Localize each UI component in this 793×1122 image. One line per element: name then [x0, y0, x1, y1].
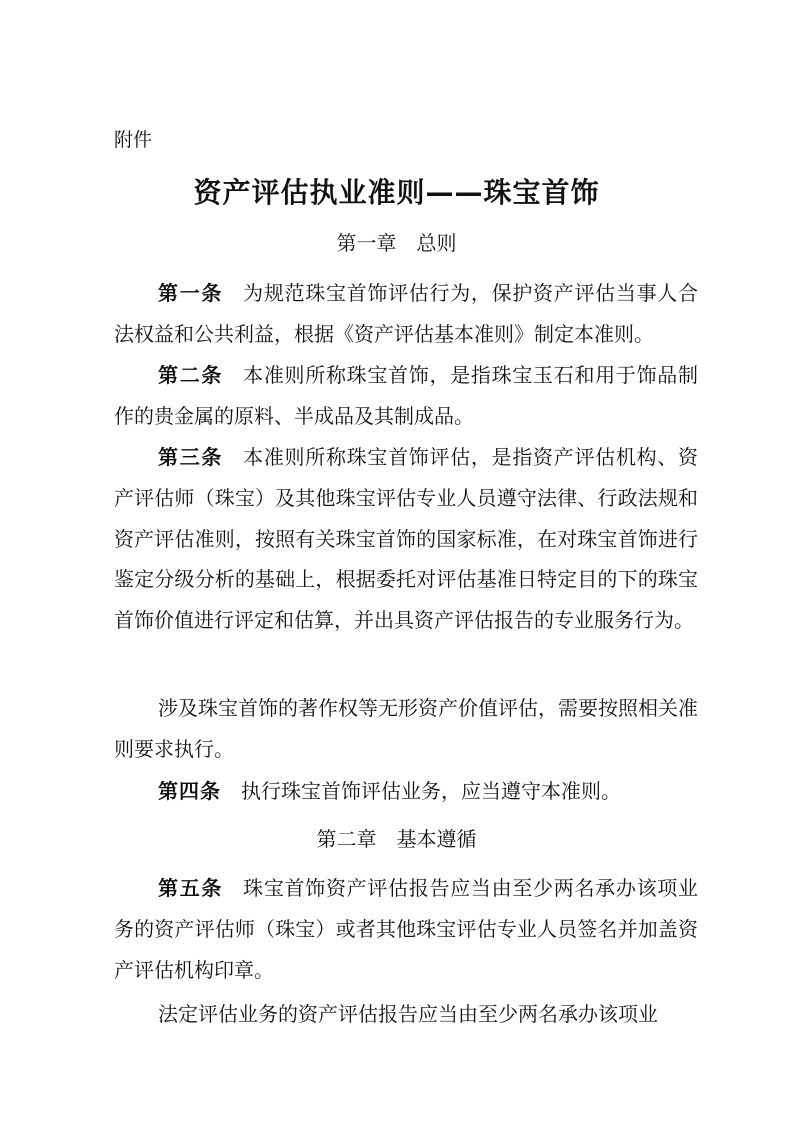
article-text: 本准则所称珠宝首饰，是指珠宝玉石和用于饰品制作的贵金属的原料、半成品及其制成品。	[114, 363, 698, 428]
article-number: 第三条	[158, 445, 224, 469]
article-text: 涉及珠宝首饰的著作权等无形资产价值评估，需要按照相关准则要求执行。	[114, 696, 698, 761]
article-paragraph	[114, 771, 698, 812]
article-text: 执行珠宝首饰评估业务，应当遵守本准则。	[241, 779, 621, 803]
article-paragraph	[114, 437, 698, 641]
chapter-heading: 第一章 总则	[336, 231, 457, 255]
article-text: 珠宝首饰资产评估报告应当由至少两名承办该项业务的资产评估师（珠宝）或者其他珠宝评估专业人员签名并加盖资产评估机构印章。	[114, 876, 698, 982]
article-text: 本准则所称珠宝首饰评估，是指资产评估机构、资产评估师（珠宝）及其他珠宝评估专业人员遵守法律、行政法规和资产评估准则，按照有关珠宝首饰的国家标准，在对珠宝首饰进行鉴定分级分析的基础上，根据委托对评估基准日特定目的下的珠宝首饰价值进行评定和估算，并出具资产评估报告的专业服务行为。	[114, 445, 698, 633]
article-number: 第五条	[158, 876, 224, 900]
article-paragraph	[114, 273, 698, 355]
article-paragraph	[114, 688, 698, 770]
article-number: 第四条	[158, 779, 221, 803]
attachment-label: 附件	[114, 129, 153, 151]
article-text: 为规范珠宝首饰评估行为，保护资产评估当事人合法权益和公共利益，根据《资产评估基本准则》制定本准则。	[114, 281, 698, 346]
article-text: 法定评估业务的资产评估报告应当由至少两名承办该项业	[158, 1002, 658, 1026]
article-paragraph	[114, 868, 698, 990]
article-paragraph	[114, 355, 698, 437]
article-number: 第二条	[158, 363, 224, 387]
article-number: 第一条	[158, 281, 224, 305]
document-title: 资产评估执业准则——珠宝首饰	[193, 176, 600, 209]
chapter-heading: 第二章 基本遵循	[316, 827, 477, 851]
article-paragraph	[114, 994, 698, 1035]
